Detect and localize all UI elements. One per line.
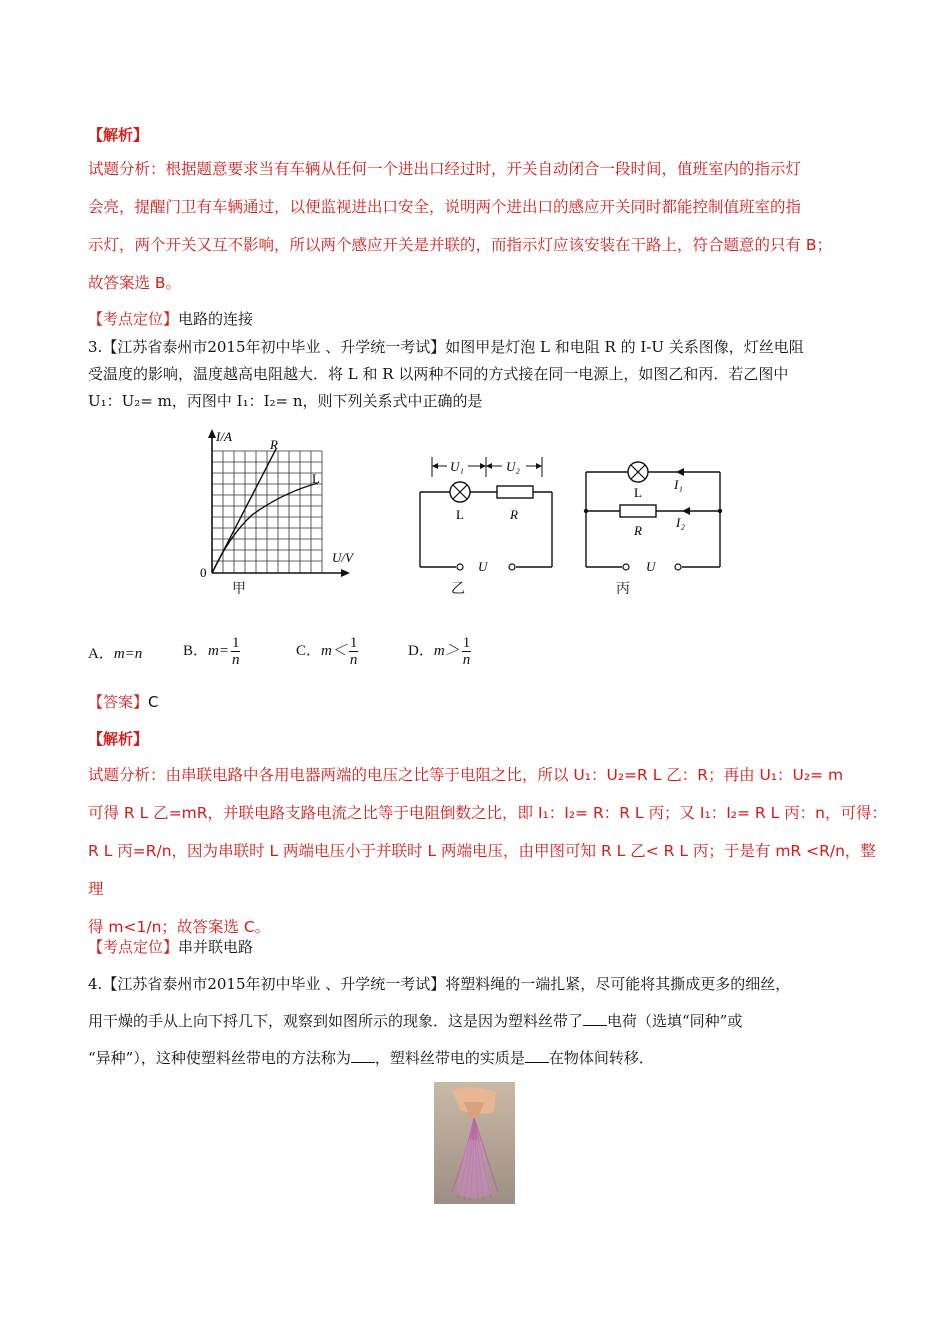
option-expr: m＜ [321, 642, 347, 659]
option-c[interactable] [296, 635, 358, 668]
analysis-line: 示灯，两个开关又互不影响，所以两个感应开关是并联的，而指示灯应该安装在干路上，符合题意的只有 B； [88, 236, 833, 254]
arrow-icon [536, 463, 542, 469]
denominator: n [349, 652, 358, 668]
junction-icon [584, 509, 588, 513]
analysis-line: 试题分析：由串联电路中各用电器两端的电压之比等于电阻之比，所以 U₁：U₂=R L 乙：R；再由 U₁：U₂= m [88, 766, 844, 784]
kaodian-value: 电路的连接 [178, 310, 254, 328]
analysis-line: 可得 R L 乙=mR，并联电路支路电流之比等于电阻倒数之比，即 I₁：I₂= R：R L 丙；又 I₁：I₂= R L 丙：n，可得： [88, 804, 887, 822]
resistor-icon [497, 486, 533, 498]
question-source: 【江苏省泰州市2015年初中毕业 、升学统一考试】 [102, 975, 446, 993]
option-key: B． [183, 642, 209, 659]
voltage-markers [432, 457, 542, 477]
terminal-icon [509, 564, 515, 570]
terminal-icon [675, 564, 681, 570]
answer-blank[interactable] [583, 1011, 607, 1026]
question-4-line2 [88, 1003, 878, 1040]
question-text: 电荷（选填“同种”或 [607, 1012, 743, 1030]
x-axis-label: U/V [332, 550, 353, 565]
option-b[interactable] [183, 635, 240, 668]
fraction [231, 635, 241, 668]
lamp-icon [628, 462, 648, 482]
label-i1: I₁ [674, 477, 683, 492]
question-number: 3. [88, 338, 103, 356]
terminal-icon [457, 564, 463, 570]
current-arrow-icon [676, 468, 684, 476]
y-axis-arrow [208, 429, 216, 438]
figure-series-circuit [412, 455, 562, 575]
denominator: n [462, 652, 471, 668]
resistor-icon [620, 505, 656, 517]
fraction [462, 635, 472, 668]
option-expr: m＞ [433, 642, 460, 659]
figure-caption-yi: 乙 [451, 581, 465, 597]
y-axis-label: I/A [216, 429, 232, 444]
question-4-stem [88, 966, 878, 1077]
numerator: 1 [462, 635, 471, 651]
label-u2: U₂ [506, 459, 520, 474]
analysis-line: 试题分析：根据题意要求当有车辆从任何一个进出口经过时，开关自动闭合一段时间，值班室内的指示灯 [88, 160, 802, 178]
label-u1: U₁ [450, 459, 464, 474]
curve-r-label: R [270, 437, 278, 452]
question-text: 将塑料绳的一端扎紧，尽可能将其撕成更多的细丝， [445, 975, 791, 993]
denominator: n [231, 652, 240, 668]
analysis-line: 得 m<1/n；故答案选 C。 [88, 918, 271, 936]
lamp-icon [450, 482, 470, 502]
terminal-icon [623, 564, 629, 570]
arrow-icon [432, 463, 438, 469]
label-lamp: L [456, 507, 464, 522]
arrow-icon [480, 463, 486, 469]
figure-caption-bing: 丙 [616, 581, 630, 597]
question-number: 4. [88, 975, 103, 993]
option-expr: m= [208, 642, 229, 659]
option-key: C． [296, 642, 322, 659]
question-3-stem [88, 334, 878, 415]
question-text: 如图甲是灯泡 L 和电阻 R 的 I-U 关系图像，灯丝电阻 [445, 338, 804, 356]
answer-blank[interactable] [525, 1048, 549, 1063]
question-4-line3 [88, 1040, 878, 1077]
label-i2: I₂ [676, 515, 685, 530]
question-text: 在物体间转移． [548, 1049, 654, 1067]
analysis-line: 故答案选 B。 [88, 274, 182, 292]
question-text: “异种”），这种使塑料丝带电的方法称为 [88, 1049, 351, 1067]
question-4-line1 [88, 966, 878, 1003]
label-source: U [478, 559, 488, 574]
current-arrow-icon [682, 507, 690, 515]
kaodian-label: 【考点定位】 [88, 310, 179, 328]
kaodian-value: 串并联电路 [178, 938, 254, 956]
kaodian-3 [88, 936, 253, 957]
figure-iu-graph [190, 425, 360, 600]
kaodian-label: 【考点定位】 [88, 938, 179, 956]
answer-value: C [148, 693, 159, 711]
label-source: U [646, 559, 656, 574]
x-axis-arrow [341, 569, 350, 577]
numerator: 1 [349, 635, 358, 651]
option-key: A． [88, 646, 114, 662]
figure-parallel-circuit [578, 455, 728, 575]
kaodian-1 [88, 308, 253, 329]
question-3-line2: 受温度的影响，温度越高电阻越大．将 L 和 R 以两种不同的方式接在同一电源上，如图乙和丙．若乙图中 [88, 365, 789, 383]
option-expr: m=n [113, 646, 143, 662]
option-key: D． [408, 642, 434, 659]
graph-grid [212, 451, 322, 573]
analysis-line: 会亮，提醒门卫有车辆通过，以便监视进出口安全，说明两个进出口的感应开关同时都能控制值班室的指 [88, 198, 802, 216]
parallel-wires [586, 472, 720, 567]
answer-label: 【答案】 [88, 693, 149, 711]
label-lamp: L [634, 485, 642, 500]
fraction [349, 635, 359, 668]
numerator: 1 [231, 635, 240, 651]
label-resistor: R [510, 507, 518, 522]
analysis-paragraph-1 [88, 150, 878, 302]
series-wires [420, 492, 552, 567]
analysis-paragraph-3 [88, 756, 888, 946]
plastic-strands-photo [434, 1082, 515, 1204]
origin-label: 0 [200, 565, 207, 580]
answer-blank[interactable] [351, 1048, 375, 1063]
analysis-line: R L 丙=R/n，因为串联时 L 两端电压小于并联时 L 两端电压，由甲图可知 R L 乙< R L 丙；于是有 mR <R/n，整理 [88, 842, 876, 898]
question-text: ，塑料丝带电的实质是 [374, 1049, 525, 1067]
analysis-label-3: 【解析】 [88, 730, 149, 748]
question-3-line1 [88, 334, 878, 361]
question-3-line3: U₁：U₂= m，丙图中 I₁：I₂= n，则下列关系式中正确的是 [88, 392, 483, 410]
option-a[interactable] [88, 642, 142, 663]
answer-3 [88, 691, 159, 712]
option-d[interactable] [408, 635, 471, 668]
curve-l-label: L [312, 471, 320, 486]
arrow-icon [486, 463, 492, 469]
question-text: 用干燥的手从上向下捋几下，观察到如图所示的现象．这是因为塑料丝带了 [88, 1012, 584, 1030]
label-resistor: R [634, 523, 642, 538]
question-source: 【江苏省泰州市2015年初中毕业 、升学统一考试】 [102, 338, 446, 356]
analysis-label-1: 【解析】 [88, 126, 149, 144]
figure-caption-jia: 甲 [232, 581, 246, 597]
junction-icon [718, 509, 722, 513]
